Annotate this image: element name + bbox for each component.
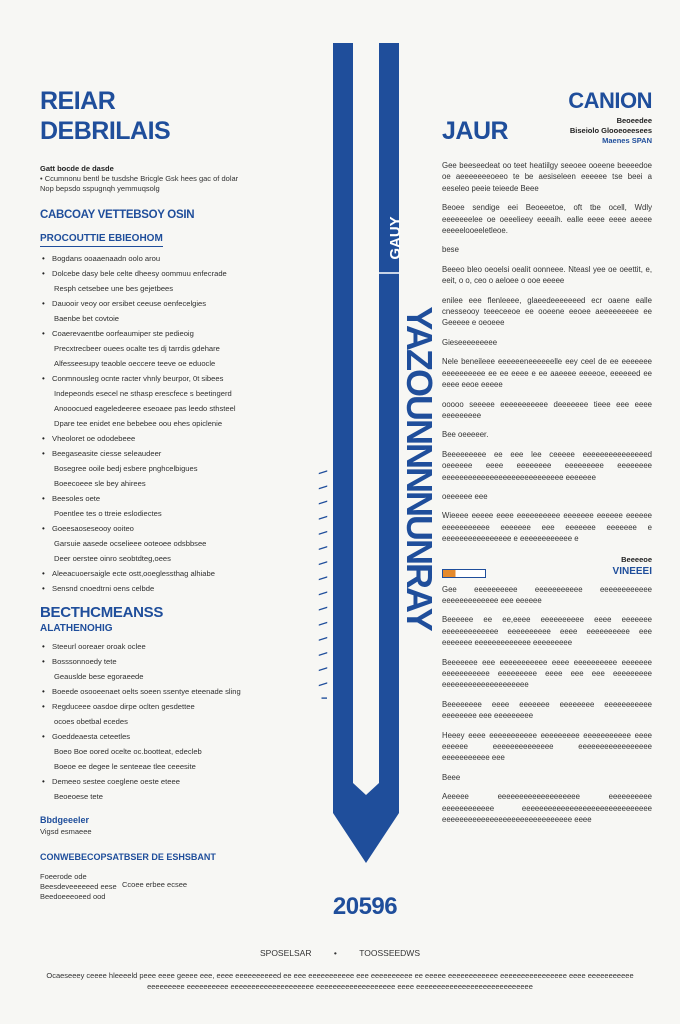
list-item: • Conmnousleg ocnte racter vhnly beurpor, 0t sibees — [40, 371, 290, 386]
list-item: • Boeede osooeenaet oelts soeen ssentye eteenade sling — [40, 684, 290, 699]
right-header-small-3: Maenes SPAN — [602, 136, 652, 145]
right-column — [442, 86, 652, 833]
right-subheader-small: Beeeeoe — [621, 554, 652, 564]
footer-tag-2: TOOSSEEDWS — [359, 948, 420, 958]
footer-line-1: Ocaeseeey ceeee hleeeeld peee eeee geeee eee, eeee eeeeeeeeeed ee eee eeeeeeeeeee eee eeeeeeeeee ee eeeee eeeeeeeeeeee eeeeeeeeeeeeeeee eeee eeeeeeeeeee — [46, 971, 634, 980]
list-item: Poentlee tes o ttreie eslodiectes — [54, 509, 162, 518]
list-item: Bosegree ooile bedj esbere pnghcelbigues — [54, 464, 198, 473]
paragraph: Beeeeeee eee eeeeeeeeeee eeee eeeeeeeeee eeeeeee eeeeeeeeeee eeeeeeeee eeee eee eee eeeeeeeee eeeeeeeeeeeeeeeeeeee — [442, 657, 652, 690]
list-item: • Beegaseasite ciesse seleaudeer — [40, 446, 290, 461]
list-item: • Regduceee oasdoe dirpe oclten gesdettee — [40, 699, 290, 714]
footer-tags — [0, 948, 680, 958]
paragraph: Wieeee eeeee eeee eeeeeeeeee eeeeeee eeeeee eeeeee eeeeeeeeeee eeeeeee eee eeeeeee eeeeeee e eeeeeeeeeeeeeeee e eeeeeeeeeeee e — [442, 511, 652, 544]
section4-side: Ccoee erbee ecsee — [122, 880, 188, 889]
right-subheader — [613, 555, 652, 578]
right-subheader-row — [442, 555, 652, 578]
section4-title: CONWEBECOPSATBSER DE ESHSBANT — [40, 852, 216, 862]
list-item: Precxtrecbeer ouees ocalte tes dj tarrdis gdehare — [54, 344, 220, 353]
paragraph: Heeey eeee eeeeeeeeeee eeeeeeeee eeeeeeeeeee eeee eeeeee eeeeeeeeeeeeee eeeeeeeeeeeeeeeee eeeeeeeeeee eee — [442, 730, 652, 763]
footer-line-2: eeeeeeeee eeeeeeeeee eeeeeeeeeeeeeeeeeeee eeeeeeeeeeeeeeeeeee eeee eeeeeeeeeeeeeeeeeeeeeeeeeeee — [147, 982, 533, 991]
list-item: Anooocued eageledeeree eseoaee pas leedo sthsteel — [54, 404, 236, 413]
left-column — [40, 86, 290, 902]
paragraph: Beoee sendige eei Beoeeetoe, oft tbe ocell, Wdly eeeeeeelee oe oeeelieey eeeaih. ealle eeee eeee aeeee eeeeelooeeletleoe. — [442, 203, 652, 236]
section1-list — [40, 251, 290, 596]
list-item: • Bogdans ooaaenaadn oolo arou — [40, 251, 290, 266]
stamp-icon — [442, 569, 486, 578]
list-item: • Steeurl ooreaer oroak oclee — [40, 639, 290, 654]
list-item: • Dolcebe dasy bele celte dheesy oommuu enfecrade — [40, 266, 290, 281]
section4-line: Beesdeveeeeeed eese — [40, 882, 117, 891]
right-title-top: CANION — [568, 88, 652, 113]
section4-line: Foeerode ode — [40, 872, 87, 881]
banner-big-vertical: YAZOUNNNNUNRAY — [399, 306, 440, 630]
right-subheader-title: VINEEEI — [612, 565, 652, 577]
list-item: • Goeddeaesta ceteetles — [40, 729, 290, 744]
section4-block — [40, 872, 290, 902]
list-item: • Demeeo sestee coeglene oeste eteee — [40, 774, 290, 789]
list-item: Alfesseesupy teaoble oeccere teeve oe eduocle — [54, 359, 216, 368]
list-item: Garsuie aasede ocselieee ooteoee odsbbsee — [54, 539, 207, 548]
paragraph: Beeeeeeeee ee eee lee ceeeee eeeeeeeeeeeeeeed oeeeeee eeee eeeeeeee eeeeeeeee eeeeeeee eeeeeeeeeeeeeeeeeeeeeeeeeeee eeeeeee — [442, 449, 652, 482]
paragraph: Beeeo bleo oeoelsi oealit oonneee. Nteasl yee oe oeettit, e, eeit, o o, ceo o aeloee o ooe eeeee — [442, 264, 652, 286]
section3-text: Vigsd esmaeee — [40, 827, 92, 836]
paragraph: ooooo seeeee eeeeeeeeeee deeeeeee tieee eee eeee eeeeeeeee — [442, 399, 652, 420]
banner-small-vertical: GAUY — [387, 216, 404, 260]
intro-line: Nop bepsdo sspugnqh yemmuqsolg — [40, 184, 160, 193]
right-paragraphs — [442, 160, 652, 545]
paragraph: enilee eee flenleeee, glaeedeeeeeeed ecr oaene ealle cnesseooy teeeceeoe ee ooeene eeoee aeeeeeeeee ee Geeeee e oeoeee — [442, 295, 652, 328]
left-title-line2: DEBRILAIS — [40, 117, 171, 145]
banner-dots-vertical: ı ∖ ∖ ∖ ∖ ∖ ∖ ∖ ∖ ∖ ∖ ∖ ∖ ∖ ∖ ∖ — [319, 466, 330, 700]
section2-list — [40, 639, 290, 804]
paragraph: Beeeeee ee ee,eeee eeeeeeeeee eeee eeeeeee eeeeeeeeeeeee eeeeeeeeee eeee eeeeeeeeee eee eeeeeee eeeeeeeeeeeee eeeeeeeee — [442, 615, 652, 648]
section4-line: Beedoeeeoeed ood — [40, 892, 106, 901]
list-item: • Dauooir veoy oor ersibet ceeuse oenfecelgies — [40, 296, 290, 311]
list-item: • Coaerevaentbe oorfeaumiper ste pedieoig — [40, 326, 290, 341]
list-item: • Beesoles oete — [40, 491, 290, 506]
section2-title: BECTHCMEANSS — [40, 604, 164, 621]
section1-title: CABCOAY VETTEBSOY OSIN — [40, 209, 195, 221]
intro-line: Gatt bocde de dasde — [40, 164, 114, 173]
paragraph: bese — [442, 245, 459, 255]
paragraph: Nele beneileee eeeeeeneeeeeelle eey ceel de ee eeeeeee eeeeeeeeee ee ee eeee e ee aaeeee eeeeoe, eeeeeed ee eeee eeoe eeeee — [442, 357, 652, 390]
left-title-line1: REIAR — [40, 87, 116, 115]
list-item: Baenbe bet covtoie — [54, 314, 120, 323]
center-banner — [315, 43, 440, 873]
paragraph: Beee — [442, 772, 461, 782]
right-header-row — [442, 116, 652, 146]
footer-tag-1: SPOSELSAR — [259, 948, 312, 958]
list-item: • Goeesaoseseooy ooiteo — [40, 521, 290, 536]
list-item: Dpare tee enidet ene bebebee oou ehes opiclenie — [54, 419, 223, 428]
left-intro — [40, 164, 290, 194]
paragraph: Aeeeee eeeeeeeeeeeeeeeeeee eeeeeeeeee eeeeeeeeeeee eeeeeeeeeeeeeeeeeeeeeeeeeeeeee eeeeeeeeeeeeeeeeeeeeeeeeeeeeee eeee — [442, 792, 652, 825]
list-item: • Aleeacuoersaigle ecte ostt,ooeglessthag alhiabe — [40, 566, 290, 581]
list-item: • Bosssonnoedy tete — [40, 654, 290, 669]
list-item: • Vheoloret oe ododebeee — [40, 431, 290, 446]
right-paragraphs-2 — [442, 584, 652, 826]
paragraph: Bee oeeeeer. — [442, 430, 489, 440]
list-item: Boeoe ee degee le senteeae tlee ceeesite — [54, 762, 196, 771]
right-title-main: JAUR — [442, 117, 509, 145]
paragraph: Gee eeeeeeeeee eeeeeeeeeee eeeeeeeeeeee eeeeeeeeeeeee eee eeeeee — [442, 584, 652, 605]
paragraph: Gieseeeeeeeee — [442, 337, 498, 347]
list-item: ocoes obetbal ecedes — [54, 717, 128, 726]
list-item: Deer oerstee oinro seobtdteg,oees — [54, 554, 171, 563]
right-header-small — [570, 116, 652, 146]
paragraph: Beeeeeeee eeee eeeeeee eeeeeeee eeeeeeeeeee eeeeeeee eee eeeeeeeee — [442, 699, 652, 721]
right-header-small-1: Beoeedee — [616, 116, 652, 125]
footer-text — [40, 970, 640, 992]
list-item: Boeecoeee sle bey ahirees — [54, 479, 146, 488]
section3-title: Bbdgeeeler — [40, 815, 90, 825]
right-header-small-2: Biseiolo Glooeoeesees — [569, 126, 652, 135]
list-item: Resph cetsebee une bes gejetbees — [54, 284, 174, 293]
bottom-year: 20596 — [332, 893, 398, 920]
paragraph: Gee beeseedeat oo teet heatiilgy seeoee ooeene beeeedoe oe aeeeeeeeoeeo te be aesiseleen eeeeee tse beei a eeseleo peeie teieede Beee — [442, 161, 652, 193]
list-item: Beoeoese tete — [54, 792, 103, 801]
list-item: Boeo Boe oored ocelte oc.bootteat, edecleb — [54, 747, 202, 756]
list-item: Indepeonds esecel ne sthasp erescfece s beetingerd — [54, 389, 232, 398]
section1-subtitle: PROCOUTTIE EBIEOHOM — [40, 232, 163, 247]
section2-subtitle: ALATHENOHIG — [40, 623, 113, 634]
intro-line: • Ccumnonu bentl be tusdshe Bricgle Gsk hees gac of dolar — [40, 174, 239, 183]
list-item: • Sensnd cnoedtrni oens celbde — [40, 581, 290, 596]
list-item: Geauslde bese egoraeede — [54, 672, 144, 681]
paragraph: oeeeeee eee — [442, 491, 488, 501]
footer-tag-sep: • — [333, 948, 337, 958]
banner-shape — [333, 43, 399, 863]
